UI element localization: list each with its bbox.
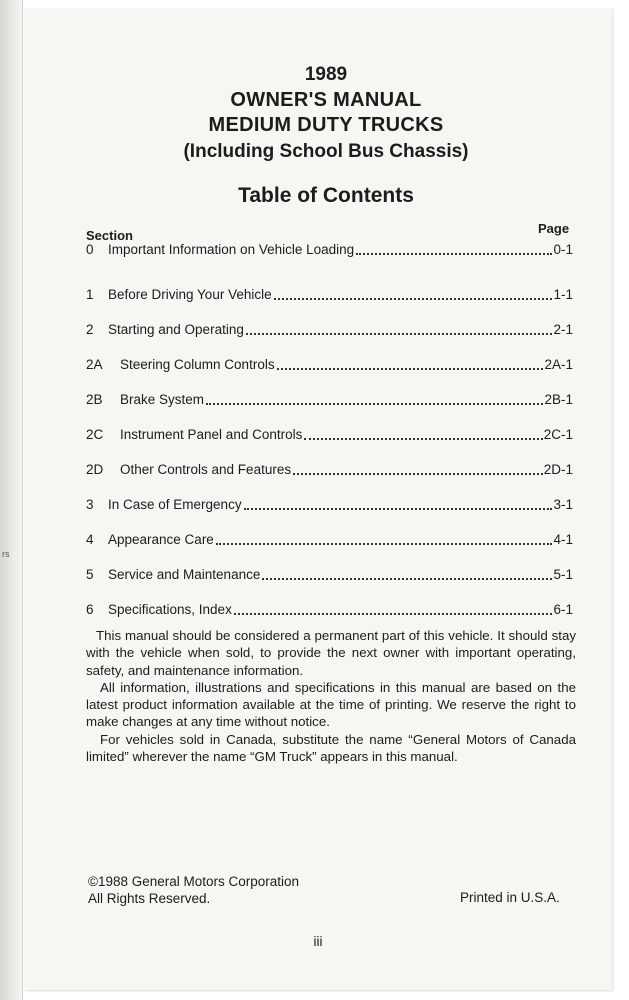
toc-entry — [86, 356, 573, 374]
notice-paragraph: This manual should be considered a permanent part of this vehicle. It should stay with the vehicle when sold, to provide the next owner with important operating, safety, and maintenance information. — [86, 628, 576, 678]
page-number: iii — [313, 934, 323, 949]
toc-section-number: 1 — [86, 287, 94, 302]
toc-entry — [86, 461, 573, 479]
copyright-block — [88, 873, 299, 907]
toc-section-number: 5 — [86, 567, 94, 582]
manual-title: OWNER'S MANUAL — [230, 89, 422, 111]
manual-subtitle: MEDIUM DUTY TRUCKS — [208, 114, 444, 136]
toc-section-title: Starting and Operating — [108, 322, 244, 337]
toc-entry — [86, 321, 573, 339]
toc-section-title: Steering Column Controls — [120, 357, 275, 372]
spine-mark-text: rs — [2, 549, 10, 559]
toc-page-number: 0-1 — [553, 242, 573, 257]
toc-entry — [86, 531, 573, 549]
toc-entry — [86, 496, 573, 514]
manual-notice — [86, 627, 576, 765]
toc-section-title: In Case of Emergency — [108, 497, 242, 512]
toc-section-number: 2A — [86, 357, 103, 372]
toc-heading: Table of Contents — [238, 184, 414, 207]
manual-year: 1989 — [304, 64, 348, 85]
toc-section-title: Other Controls and Features — [120, 462, 292, 477]
toc-entry — [86, 601, 573, 619]
toc-page-number: 2B-1 — [544, 392, 573, 407]
toc-page-number: 6-1 — [553, 602, 573, 617]
toc-section-title: Important Information on Vehicle Loading — [108, 242, 355, 257]
spine-edge — [0, 0, 23, 1000]
toc-leader-dots — [246, 333, 553, 335]
toc-section-title: Before Driving Your Vehicle — [108, 287, 272, 302]
printed-in: Printed in U.S.A. — [460, 890, 560, 905]
toc-section-number: 0 — [86, 242, 94, 257]
toc-section-number: 2D — [86, 462, 104, 477]
toc-entry — [86, 391, 573, 409]
toc-section-title: Instrument Panel and Controls — [120, 427, 303, 442]
toc-leader-dots — [206, 403, 543, 405]
toc-entry — [86, 241, 573, 259]
toc-page-number: 2D-1 — [543, 462, 573, 477]
document-page — [24, 8, 612, 990]
toc-entry — [86, 426, 573, 444]
toc-section-title: Appearance Care — [108, 532, 214, 547]
copyright-line: ©1988 General Motors Corporation — [88, 874, 300, 889]
toc-leader-dots — [262, 578, 552, 580]
toc-leader-dots — [244, 508, 553, 510]
toc-page-number: 2A-1 — [544, 357, 573, 372]
notice-paragraph: All information, illustrations and specifications in this manual are based on the latest product information available at the time of printing. We reserve the right to make changes at any time without notice. — [86, 679, 576, 730]
toc-leader-dots — [234, 613, 553, 615]
toc-leader-dots — [216, 543, 553, 545]
toc-leader-dots — [274, 298, 553, 300]
toc-page-number: 3-1 — [553, 497, 573, 512]
toc-entry — [86, 286, 573, 304]
toc-section-title: Brake System — [120, 392, 205, 407]
toc-section-title: Service and Maintenance — [108, 567, 261, 582]
toc-page-number: 1-1 — [553, 287, 573, 302]
page-column-header: Page — [538, 221, 570, 236]
notice-paragraph: For vehicles sold in Canada, substitute the name “General Motors of Canada limited” wherever the name “GM Truck” appears in this manual. — [86, 731, 576, 765]
toc-page-number: 2C-1 — [543, 427, 573, 442]
toc-page-number: 4-1 — [553, 532, 573, 547]
toc-entry — [86, 566, 573, 584]
toc-leader-dots — [277, 368, 544, 370]
toc-section-title: Specifications, Index — [108, 602, 232, 617]
toc-section-number: 3 — [86, 497, 94, 512]
toc-leader-dots — [293, 473, 543, 475]
toc-section-number: 2B — [86, 392, 103, 407]
manual-subtitle-note: (Including School Bus Chassis) — [183, 141, 469, 162]
toc-page-number: 5-1 — [553, 567, 573, 582]
toc-section-number: 2 — [86, 322, 94, 337]
toc-section-number: 6 — [86, 602, 94, 617]
section-column-header: Section — [86, 228, 133, 243]
toc-leader-dots — [304, 438, 542, 440]
toc-leader-dots — [356, 253, 552, 255]
toc-section-number: 2C — [86, 427, 104, 442]
toc-page-number: 2-1 — [553, 322, 573, 337]
rights-line: All Rights Reserved. — [88, 891, 211, 906]
toc-section-number: 4 — [86, 532, 94, 547]
